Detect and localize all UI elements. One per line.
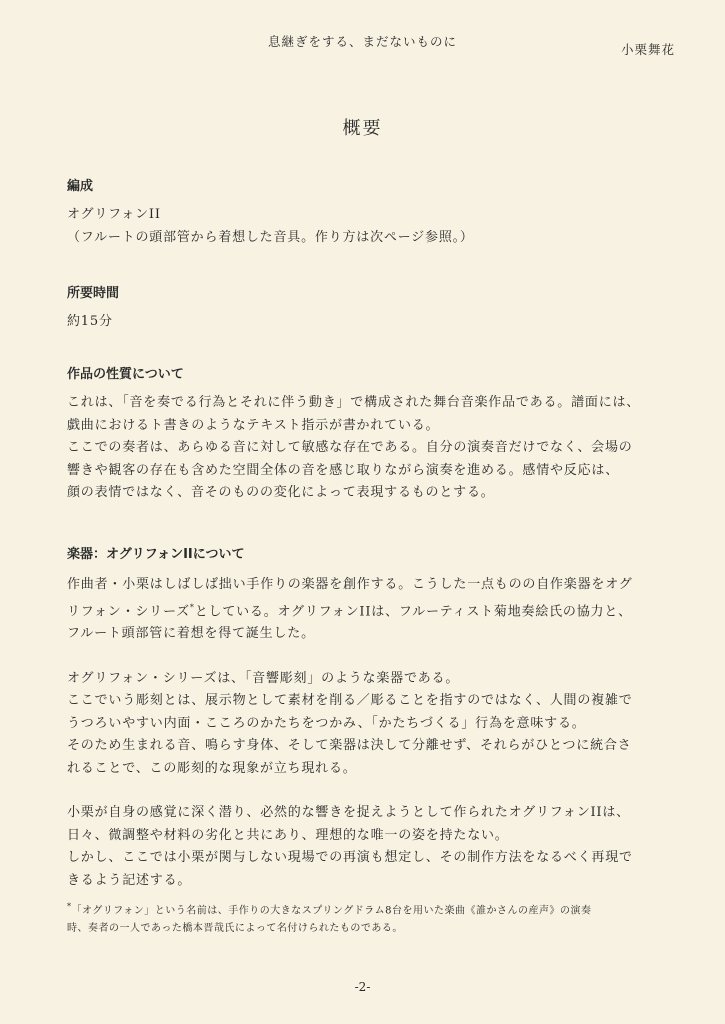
section-heading: 作品の性質について — [67, 367, 184, 382]
header-work-title: 息継ぎをする、まだないものに — [267, 34, 457, 49]
body-line: そのため生まれる音、鳴らす身体、そして楽器は決して分離せず、それらがひとつに統合さ — [67, 738, 632, 754]
body-line: うつろいやすい内面・こころのかたちをつかみ、「かたちづくる」行為を意味する。 — [67, 715, 586, 731]
header-author: 小栗舞花 — [620, 42, 675, 57]
footnote-line: 時、奏者の一人であった橋本晋哉氏によって名付けられたものである。 — [67, 923, 403, 935]
body-line: 小栗が自身の感覚に深く潜り、必然的な響きを捉えようとして作られたオグリフォンIIは、 — [67, 805, 630, 821]
body-text: としている。オグリフォンIIは、フルーティスト菊地奏絵氏の協力と、 — [194, 603, 632, 619]
section-duration — [67, 282, 667, 334]
paragraph-1 — [67, 574, 667, 646]
body-line: 戯曲におけるト書きのようなテキスト指示が書かれている。 — [67, 417, 440, 433]
section-heading: 所要時間 — [67, 286, 120, 301]
body-line: しかし、ここでは小栗が関与しない現場での再演も想定し、その制作方法をなるべく再現で — [67, 850, 633, 866]
section-heading: 編成 — [67, 179, 94, 194]
body-line: ここでいう彫刻とは、展示物として素材を削る／彫ることを指すのではなく、人間の複雑で — [67, 693, 633, 709]
footnote-mark: * — [189, 602, 195, 612]
body-line: きるよう記述する。 — [67, 872, 192, 888]
page-number: -2- — [354, 980, 371, 994]
body-line: オグリフォンII — [67, 207, 161, 222]
body-line: 作曲者・小栗はしばしば拙い手作りの楽器を創作する。こうした一点ものの自作楽器をオグ — [67, 577, 633, 592]
paragraph-3 — [67, 802, 667, 892]
body-line: 顔の表情ではなく、音そのものの変化によって表現するものとする。 — [67, 485, 495, 500]
page-title: 概要 — [342, 118, 383, 139]
footnote — [67, 898, 667, 938]
section-composition — [67, 175, 667, 249]
body-line — [67, 597, 667, 624]
body-line: 約15分 — [67, 314, 113, 329]
body-line: フルート頭部管に着想を得て誕生した。 — [67, 626, 315, 642]
body-line: れることで、この彫刻的な現象が立ち現れる。 — [67, 760, 357, 776]
body-text: リフォン・シリーズ — [67, 603, 190, 619]
section-heading: 楽器：オグリフォンIIについて — [67, 547, 245, 562]
footnote-line — [67, 898, 667, 920]
section-instrument — [67, 543, 667, 892]
body-line: ここでの奏者は、あらゆる音に対して敏感な存在である。自分の演奏音だけでなく、会場の — [67, 440, 633, 455]
body-line: オグリフォン・シリーズは、「音響彫刻」のような楽器である。 — [67, 670, 460, 686]
footnote-text: 「オグリフォン」という名前は、手作りの大きなスプリングドラム8台を用いた楽曲《誰かさんの産声》の演奏 — [71, 905, 592, 917]
paragraph-2 — [67, 668, 667, 781]
body-line: これは、「音を奏でる行為とそれに伴う動き」で構成された舞台音楽作品である。譜面には、 — [67, 395, 641, 410]
body-line: （フルートの頭部管から着想した音具。作り方は次ページ参照。） — [67, 229, 474, 245]
body-line: 響きや観客の存在も含めた空間全体の音を感じ取りながら演奏を進める。感情や反応は、 — [67, 462, 620, 478]
body-line: 日々、微調整や材料の劣化と共にあり、理想的な唯一の姿を持たない。 — [67, 827, 509, 843]
footnote-mark: * — [67, 902, 72, 911]
section-nature — [67, 363, 667, 505]
